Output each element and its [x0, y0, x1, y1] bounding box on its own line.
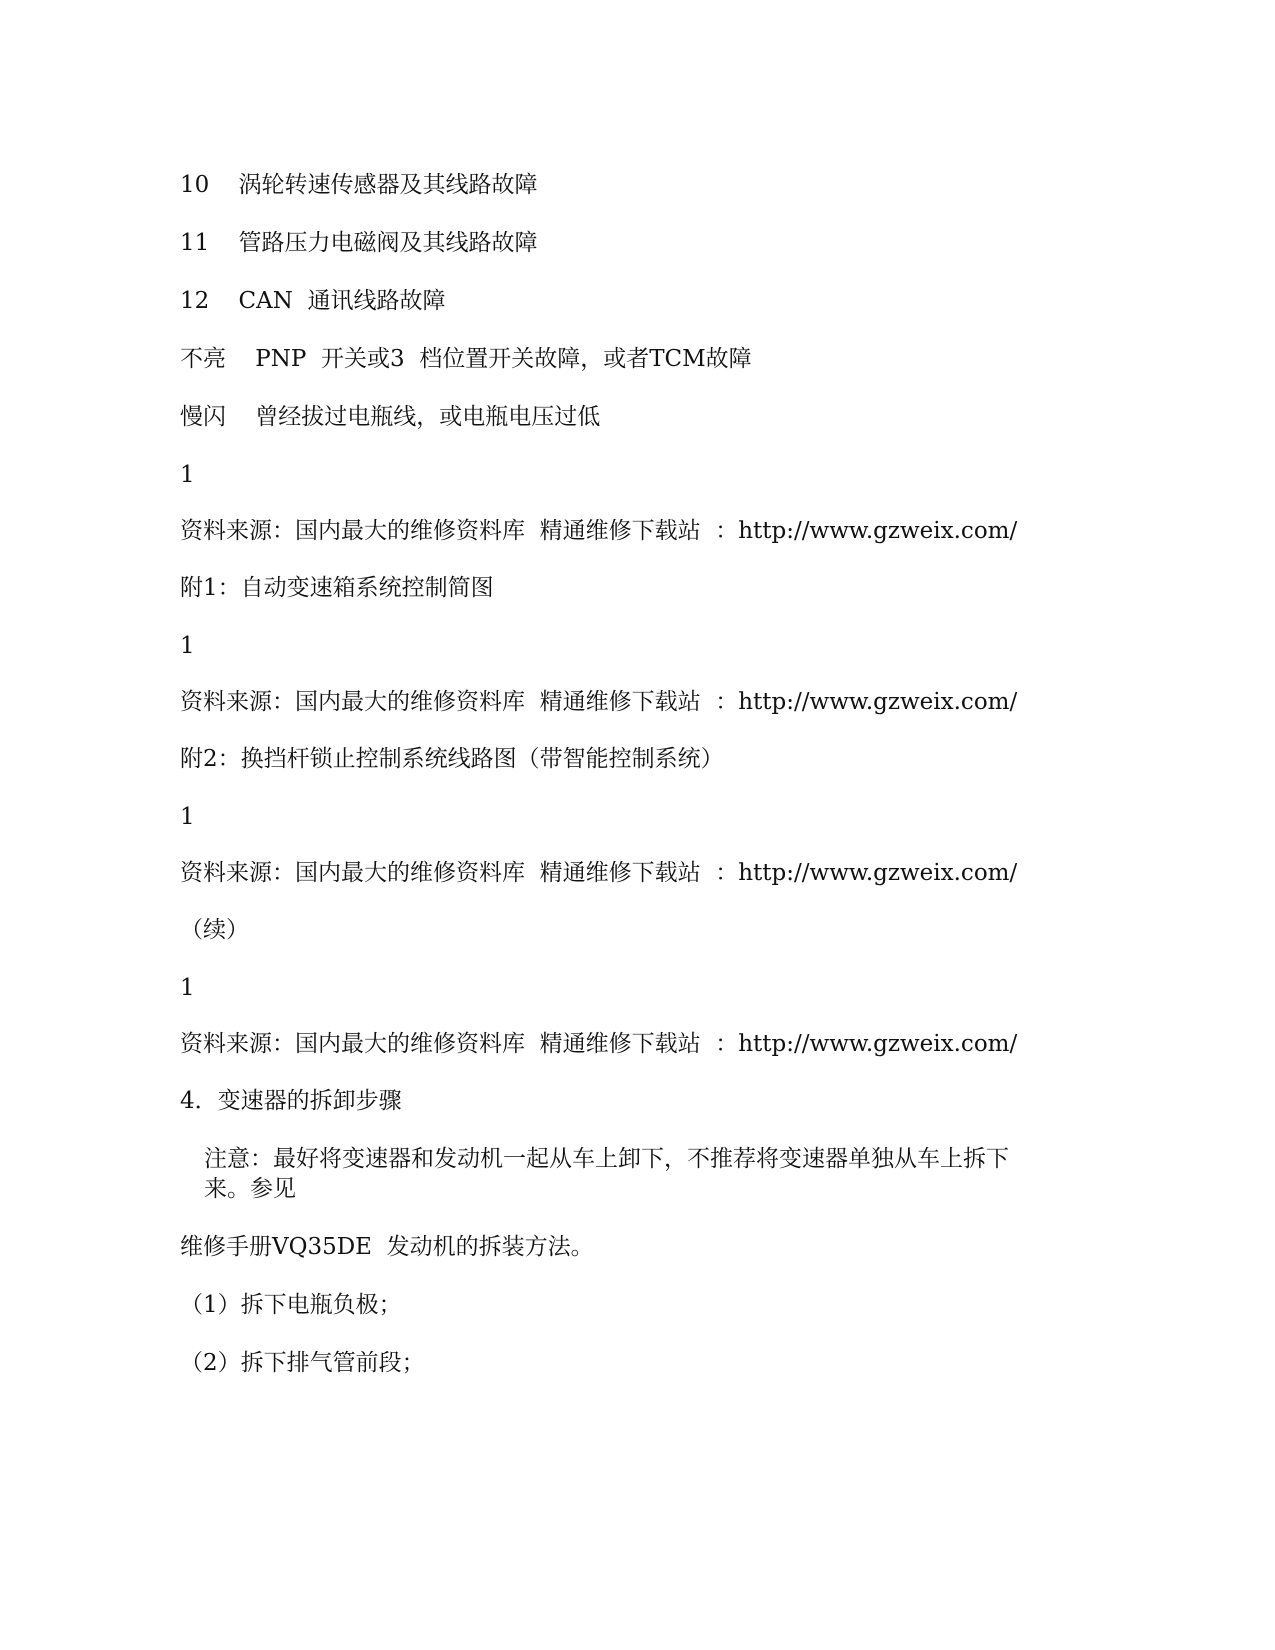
page-number: 1 [180, 804, 195, 830]
source-note: 资料来源：国内最大的维修资料库 精通维修下载站 ：http://www.gzweix.com/ [180, 1031, 1018, 1057]
step-1: （1）拆下电瓶负极； [180, 1292, 402, 1318]
source-note: 资料来源：国内最大的维修资料库 精通维修下载站 ：http://www.gzweix.com/ [180, 860, 1018, 886]
caution-paragraph: 注意：最好将变速器和发动机一起从车上卸下，不推荐将变速器单独从车上拆下来。参见 [204, 1146, 1009, 1202]
source-note: 资料来源：国内最大的维修资料库 精通维修下载站 ：http://www.gzweix.com/ [180, 518, 1018, 544]
page-number: 1 [180, 633, 195, 659]
page-number: 1 [180, 975, 195, 1001]
reference-line: 维修手册VQ35DE 发动机的拆装方法。 [180, 1234, 594, 1260]
fault-code-12: 12 CAN 通讯线路故障 [180, 288, 446, 314]
appendix-1-title: 附1：自动变速箱系统控制简图 [180, 575, 494, 601]
fault-code-11: 11 管路压力电磁阀及其线路故障 [180, 230, 538, 256]
fault-slow-flash: 慢闪 曾经拔过电瓶线，或电瓶电压过低 [180, 404, 601, 430]
continued-label: （续） [180, 917, 249, 943]
section-heading: 4．变速器的拆卸步骤 [180, 1088, 402, 1114]
fault-not-lit: 不亮 PNP 开关或3 档位置开关故障，或者TCM故障 [180, 346, 752, 372]
fault-code-10: 10 涡轮转速传感器及其线路故障 [180, 172, 538, 198]
source-note: 资料来源：国内最大的维修资料库 精通维修下载站 ：http://www.gzweix.com/ [180, 689, 1018, 715]
step-2: （2）拆下排气管前段； [180, 1350, 425, 1376]
appendix-2-title: 附2：换挡杆锁止控制系统线路图（带智能控制系统） [180, 746, 724, 772]
page-number: 1 [180, 462, 195, 488]
